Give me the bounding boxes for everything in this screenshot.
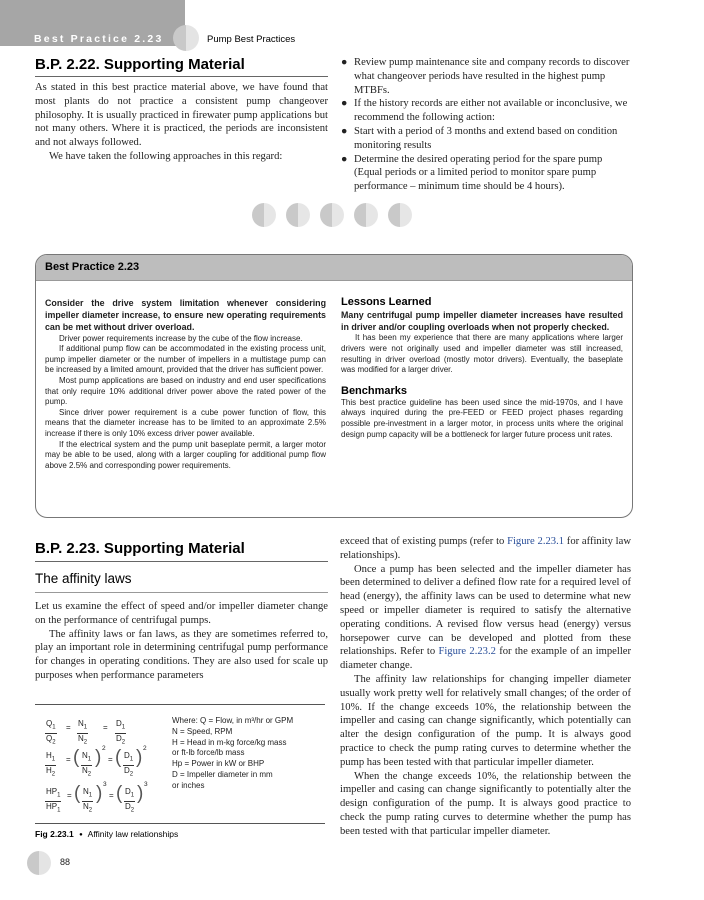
box-right-column — [341, 295, 623, 440]
list-item: ● If the history records are either not available or inconclusive, we recommend the following action: — [341, 98, 628, 124]
equals-sign: = — [67, 791, 72, 800]
paragraph: Once a pump has been selected and the impeller diameter has been determined to deliver a defined flow rate for a required level of head (energy), the affinity laws can be used to determine what new speed or impeller diameter is required to satisfy the alternative operating conditions. A revised flow versus head (energy) versus horsepower curve can be developed and plotted from these relationships. Refer to Figure 2.23.2 for the example of an impeller diameter change. — [340, 563, 631, 672]
paragraph: The affinity laws or fan laws, as they are sometimes referred to, play an important role in determining centrifugal pump performance for changes in operating conditions. They are also used for scale up purposes when performance parameters — [35, 628, 328, 681]
paragraph: If the electrical system and the pump unit baseplate permit, a larger motor may be able to be used, along with a larger coupling for additional pump flow above 2.5% and corresponding power requirements. — [45, 439, 326, 470]
bullet-icon: ● — [79, 832, 83, 838]
header-disc-icon — [173, 25, 199, 51]
legend-line: H = Head in m-kg force/kg mass — [172, 737, 287, 747]
page-number: 88 — [60, 857, 71, 867]
bullet-icon: ● — [341, 98, 348, 110]
right-paren-icon: ) — [137, 783, 144, 804]
bp223-right-text — [340, 535, 631, 839]
paragraph: As stated in this best practice material above, we have found that most plants do not practice a consistent pump changeover philosophy. It is usually practiced in firewater pump applications but not many others. Where it is practiced, the periods are inconsistent and not always followed. — [35, 82, 328, 149]
benchmarks-heading: Benchmarks — [341, 384, 408, 397]
legend-line: D = Impeller diameter in mm — [172, 769, 273, 779]
box-header — [36, 255, 632, 281]
section-title: Best Practice 2.23 — [34, 33, 164, 45]
paragraph: The affinity law relationships for changing impeller diameter usually work pretty well for relatively small changes; of the order of 10%. If the change exceeds 10%, the relationship between the impeller and casing can change significantly, which potentially can alter the design configuration of the pump. It is always good practice to check the pump rating curves to determine whether the pump has been tested with that particular impeller diameter. — [340, 673, 631, 768]
equals-sign: = — [109, 791, 114, 800]
paragraph: This best practice guideline has been used since the mid-1970s, and I have always inquired during the pre-FEED or FEED project phases regarding possible pre-investment in a larger motor, in process units where the original design pump capacity will be a bottleneck for larger future process unit rates. — [341, 397, 623, 439]
left-paren-icon: ( — [115, 747, 122, 768]
separator-disc-icon — [388, 203, 412, 227]
bullet-icon: ● — [341, 57, 348, 68]
figure-caption — [35, 829, 178, 839]
section-separator — [252, 203, 412, 227]
paragraph: When the change exceeds 10%, the relationship between the impeller and casing can change significantly to potentially alter the design configuration of the pump. It is always good practice to check the pump rating curves to determine whether the pump has been tested with that particular impeller diameter. — [340, 770, 631, 837]
paragraph: We have taken the following approaches in this regard: — [49, 150, 283, 162]
box-lead: Consider the drive system limitation whenever considering impeller diameter increase, to ensure new operating requirements can be met without driver overload. — [45, 298, 326, 333]
left-paren-icon: ( — [74, 783, 81, 804]
exponent: 2 — [102, 745, 106, 752]
left-paren-icon: ( — [116, 783, 123, 804]
separator-disc-icon — [286, 203, 310, 227]
right-paren-icon: ) — [96, 783, 103, 804]
heading-rule — [35, 76, 328, 77]
bp222-left-text — [35, 81, 328, 164]
list-item: ● Determine the desired operating period for the spare pump (Equal periods or a limited period to monitor spare pump performance – minimum time should be 4 hours). — [341, 153, 603, 193]
legend-line: N = Speed, RPM — [172, 726, 233, 736]
paragraph: Let us examine the effect of speed and/or impeller diameter change on the performance of centrifugal pumps. — [35, 601, 328, 626]
affinity-figure — [35, 704, 325, 824]
best-practice-box — [35, 254, 633, 518]
legend-line: or ft-lb force/lb mass — [172, 748, 245, 758]
right-paren-icon: ) — [95, 747, 102, 768]
exponent: 3 — [144, 781, 148, 788]
figure-legend — [172, 716, 293, 792]
equals-sign: = — [108, 755, 113, 764]
fraction: $H_1$ $H_2$ — [46, 751, 56, 778]
fraction: $HP_1$ $HP_1$ — [46, 787, 61, 814]
fraction: $N_1$ $N_2$ — [83, 787, 93, 814]
paragraph: If additional pump flow can be accommodated in the existing process unit, pump impeller diameter or the number of impellers in a multistage pump can be increased by a limited amount, provided that the driver has sufficient power. — [45, 344, 326, 375]
right-paren-icon: ) — [136, 747, 143, 768]
lessons-heading: Lessons Learned — [341, 296, 432, 308]
affinity-subheading: The affinity laws — [35, 571, 132, 586]
fraction: $N_1$ $N_2$ — [78, 719, 88, 746]
left-paren-icon: ( — [73, 747, 80, 768]
figure-link[interactable]: Figure 2.23.1 — [507, 536, 565, 547]
separator-disc-icon — [252, 203, 276, 227]
page-disc-icon — [27, 851, 51, 875]
lessons-lead: Many centrifugal pump impeller diameter increases have resulted in driver and/or coupling overloads when not properly checked. — [341, 310, 623, 333]
equals-sign: = — [103, 723, 108, 732]
bp222-heading: B.P. 2.22. Supporting Material — [35, 56, 245, 73]
fraction: $N_1$ $N_2$ — [82, 751, 92, 778]
list-item: ● Start with a period of 3 months and extend based on condition monitoring results — [341, 125, 618, 151]
separator-disc-icon — [354, 203, 378, 227]
fraction: $D_1$ $D_2$ — [125, 787, 135, 814]
bullet-icon: ● — [341, 125, 348, 137]
separator-disc-icon — [320, 203, 344, 227]
equals-sign: = — [66, 755, 71, 764]
paragraph: It has been my experience that there are many applications where larger drivers were not originally used and impeller diameter was still increased, resulting in driver overload (mostly motor drivers). Eventually, the baseplate was modified for a larger driver. — [341, 333, 623, 375]
paragraph: Most pump applications are based on industry and end user specifications that only require 10% additional driver power above the rated power of the pump. — [45, 375, 326, 407]
bp222-bullet-list — [340, 56, 631, 194]
box-title: Best Practice 2.23 — [45, 261, 140, 273]
fraction: $Q_1$ $Q_2$ — [46, 719, 56, 746]
exponent: 2 — [143, 745, 147, 752]
caption-label: Fig 2.23.1 — [35, 829, 74, 839]
legend-line: or inches — [172, 780, 205, 790]
fraction: $D_1$ $D_2$ — [124, 751, 134, 778]
equals-sign: = — [66, 723, 71, 732]
bp223-heading: B.P. 2.23. Supporting Material — [35, 540, 245, 557]
bp223-left-text — [35, 600, 328, 683]
heading-rule — [35, 561, 328, 562]
legend-line: Hp = Power in kW or BHP — [172, 759, 265, 769]
bullet-icon: ● — [341, 153, 348, 165]
book-title: Pump Best Practices — [207, 34, 296, 45]
paragraph: exceed that of existing pumps (refer to Figure 2.23.1 for affinity law relationships). — [340, 536, 631, 561]
box-left-column — [45, 297, 326, 471]
caption-text: Affinity law relationships — [87, 829, 179, 839]
paragraph: Since driver power requirement is a cube power function of flow, this means that the diameter increase has to be limited to an approximate 2.5% increase if there is only 10% excess driver power available. — [45, 407, 326, 438]
subheading-rule — [35, 592, 328, 593]
legend-line: Where: Q = Flow, in m³/hr or GPM — [172, 716, 294, 725]
figure-link[interactable]: Figure 2.23.2 — [438, 646, 496, 658]
list-item: ● Review pump maintenance site and company records to discover what changeover periods have resulted in the highest pump MTBFs. — [341, 57, 630, 96]
fraction: $D_1$ $D_2$ — [116, 719, 126, 746]
exponent: 3 — [103, 781, 107, 788]
paragraph: Driver power requirements increase by the cube of the flow increase. — [59, 333, 303, 343]
